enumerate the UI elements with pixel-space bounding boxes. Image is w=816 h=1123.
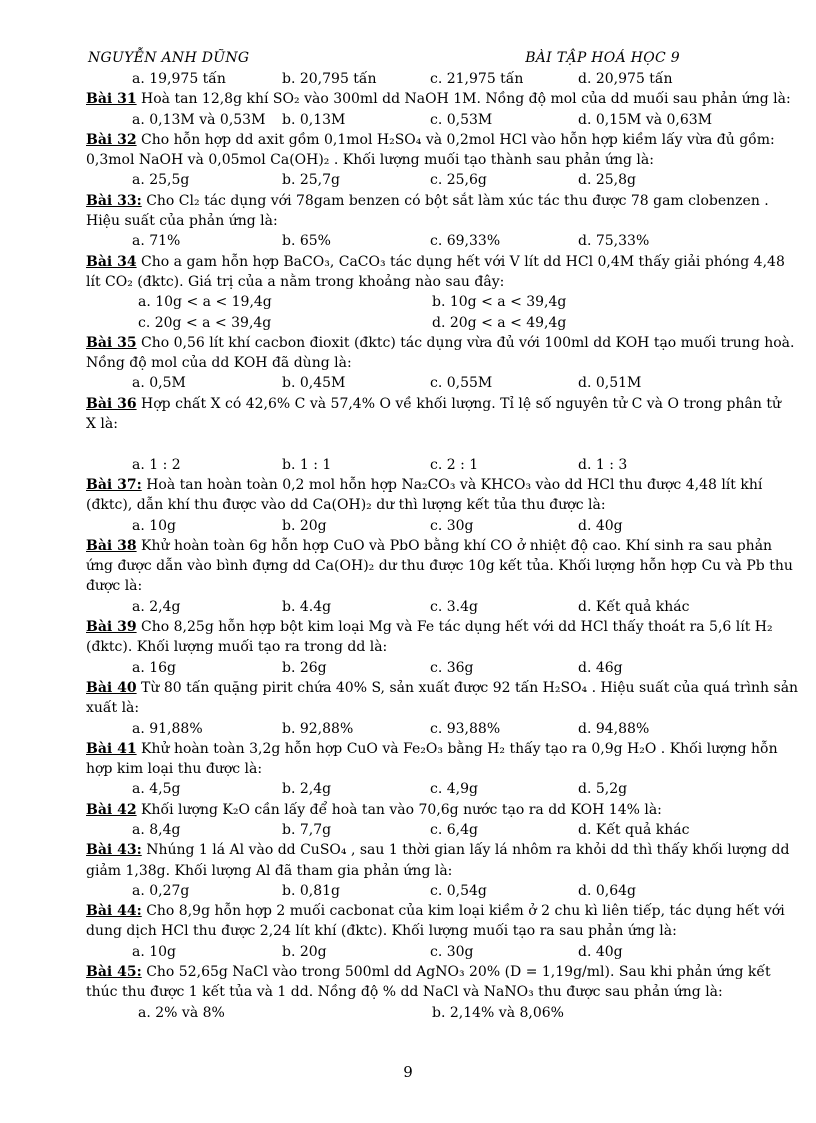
answer-options (86, 170, 778, 190)
answer-option: b. 1 : 1 (282, 456, 332, 473)
answer-option: a. 4,5g (132, 781, 181, 798)
answer-option: a. 10g < a < 19,4g (138, 294, 272, 311)
answer-option: c. 30g (430, 517, 474, 534)
question-label: Bài 36 (86, 395, 137, 412)
answer-option: b. 25,7g (282, 172, 340, 189)
question-line: Cho 8,25g hỗn hợp bột kim loại Mg và Fe tác dụng hết với dd HCl thấy thoát ra 5,6 lít H₂ (141, 619, 773, 636)
answer-option: c. 25,6g (430, 172, 487, 189)
question-label: Bài 32 (86, 131, 137, 148)
answer-option: c. 21,975 tấn (430, 71, 524, 87)
answer-options (86, 110, 778, 130)
question-text (86, 475, 778, 495)
question-text-continuation (86, 921, 778, 941)
question-line: Hoà tan hoàn toàn 0,2 mol hỗn hợp Na₂CO₃ và KHCO₃ vào dd HCl thu được 4,48 lít khí (146, 476, 763, 493)
answer-options (86, 820, 778, 840)
question-label: Bài 38 (86, 537, 137, 554)
answer-option: d. 20g < a < 49,4g (432, 314, 567, 331)
question-line: lít CO₂ (đktc). Giá trị của a nằm trong khoảng nào sau đây: (86, 273, 505, 290)
answer-option: b. 4.4g (282, 598, 332, 615)
answer-option: d. 40g (578, 943, 623, 960)
question-text (86, 130, 778, 150)
question-line: ứng được dẫn vào bình đựng dd Ca(OH)₂ dư thu được 10g kết tủa. Khối lượng hỗn hợp Cu và Pb thu (86, 558, 793, 575)
question-line: (đktc). Khối lượng muối tạo ra trong dd là: (86, 639, 388, 656)
answer-options (86, 881, 778, 901)
question-line: Cho 0,56 lít khí cacbon đioxit (đktc) tác dụng vừa đủ với 100ml dd KOH tạo muối trung hoà. (141, 334, 795, 351)
answer-option: b. 20g (282, 943, 327, 960)
question-text (86, 840, 790, 860)
answer-option: a. 0,5M (132, 375, 186, 392)
question-text-continuation (86, 150, 778, 170)
question-line: giảm 1,38g. Khối lượng Al đã tham gia phản ứng là: (86, 862, 453, 879)
question-text (86, 617, 778, 637)
answer-option: a. 25,5g (132, 172, 190, 189)
page-number: 9 (403, 1063, 413, 1081)
answer-option: a. 2,4g (132, 598, 181, 615)
question-label: Bài 42 (86, 801, 137, 818)
answer-option: b. 20,795 tấn (282, 71, 377, 87)
question-line: Nhúng 1 lá Al vào dd CuSO₄ , sau 1 thời gian lấy lá nhôm ra khỏi dd thì thấy khối lượng dd (146, 842, 790, 859)
question-line: 0,3mol NaOH và 0,05mol Ca(OH)₂ . Khối lượng muối tạo thành sau phản ứng là: (86, 152, 654, 169)
answer-option: c. 69,33% (430, 233, 501, 250)
answer-option: c. 20g < a < 39,4g (138, 314, 272, 331)
question-text (86, 89, 791, 109)
answer-option: a. 0,27g (132, 882, 190, 899)
question-text (86, 252, 785, 272)
answer-option: a. 10g (132, 943, 177, 960)
question-text (86, 333, 795, 353)
answer-options (86, 292, 778, 312)
question-line: Khử hoàn toàn 6g hỗn hợp CuO và PbO bằng khí CO ở nhiệt độ cao. Khí sinh ra sau phản (141, 537, 773, 554)
answer-option: b. 20g (282, 517, 327, 534)
answer-option: d. 40g (578, 517, 623, 534)
question-line: hợp kim loại thu được là: (86, 761, 263, 778)
answer-option: c. 0,55M (430, 375, 493, 392)
answer-option: c. 3.4g (430, 598, 478, 615)
answer-option: d. 1 : 3 (578, 456, 628, 473)
question-line: Hiệu suất của phản ứng là: (86, 213, 278, 230)
answer-options (86, 231, 778, 251)
answer-option: c. 0,54g (430, 882, 487, 899)
answer-option: c. 4,9g (430, 781, 478, 798)
question-text (86, 739, 778, 759)
question-text-continuation (86, 353, 778, 373)
answer-option: a. 71% (132, 233, 181, 250)
question-text (86, 536, 778, 556)
question-list (86, 69, 799, 1023)
question-text-continuation (86, 698, 778, 718)
answer-option: d. 20,975 tấn (578, 71, 673, 87)
question-text (86, 901, 785, 921)
question-text-continuation (86, 414, 778, 434)
question-label: Bài 41 (86, 740, 137, 757)
answer-option: d. Kết quả khác (578, 821, 690, 838)
question-text (86, 191, 778, 211)
answer-options (86, 455, 778, 475)
question-label: Bài 44: (86, 903, 142, 920)
question-label: Bài 33: (86, 192, 142, 209)
question-text-continuation (86, 272, 778, 292)
answer-option: b. 65% (282, 233, 331, 250)
question-text-continuation (86, 759, 778, 779)
answer-option: d. 0,15M và 0,63M (578, 111, 713, 128)
answer-option: a. 1 : 2 (132, 456, 181, 473)
answer-option: b. 26g (282, 659, 327, 676)
question-line: thúc thu được 1 kết tủa và 1 dd. Nồng độ % dd NaCl và NaNO₃ thu được sau phản ứng là: (86, 984, 723, 1001)
answer-option: a. 10g (132, 517, 177, 534)
question-line: xuất là: (86, 700, 140, 717)
question-text-continuation (86, 495, 778, 515)
answer-option: b. 0,81g (282, 882, 340, 899)
answer-option: d. 5,2g (578, 781, 628, 798)
answer-option: d. 75,33% (578, 233, 650, 250)
answer-option: a. 8,4g (132, 821, 181, 838)
answer-option: c. 2 : 1 (430, 456, 479, 473)
question-text-continuation (86, 637, 778, 657)
answer-option: b. 2,4g (282, 781, 332, 798)
question-line: Cho hỗn hợp dd axit gồm 0,1mol H₂SO₄ và 0,2mol HCl vào hỗn hợp kiềm lấy vừa đủ gồm: (141, 131, 775, 148)
question-text (86, 800, 778, 820)
question-line: (đktc), dẫn khí thu được vào dd Ca(OH)₂ dư thì lượng kết tủa thu được là: (86, 497, 606, 514)
answer-option: b. 10g < a < 39,4g (432, 294, 567, 311)
answer-options (86, 69, 778, 89)
answer-option: d. 0,64g (578, 882, 636, 899)
answer-option: c. 93,88% (430, 720, 501, 737)
page-header (88, 50, 720, 66)
answer-option: c. 36g (430, 659, 474, 676)
answer-option: a. 91,88% (132, 720, 203, 737)
answer-option: b. 0,45M (282, 375, 346, 392)
question-line: được là: (86, 578, 143, 595)
question-label: Bài 34 (86, 253, 137, 270)
question-text-continuation (86, 982, 778, 1002)
answer-option: d. 25,8g (578, 172, 636, 189)
answer-option: d. 46g (578, 659, 623, 676)
answer-option: d. Kết quả khác (578, 598, 690, 615)
answer-option: a. 16g (132, 659, 177, 676)
answer-options (86, 779, 778, 799)
answer-option: a. 19,975 tấn (132, 71, 226, 87)
answer-options (86, 719, 778, 739)
answer-option: d. 94,88% (578, 720, 650, 737)
answer-options (86, 1003, 778, 1023)
question-label: Bài 35 (86, 334, 137, 351)
question-line: Khử hoàn toàn 3,2g hỗn hợp CuO và Fe₂O₃ bằng H₂ thấy tạo ra 0,9g H₂O . Khối lượng hỗn (141, 740, 778, 757)
question-label: Bài 45: (86, 964, 142, 981)
question-label: Bài 43: (86, 842, 142, 859)
author-name: NGUYỄN ANH DŨNG (88, 50, 250, 66)
answer-option: c. 30g (430, 943, 474, 960)
question-line: Cho 52,65g NaCl vào trong 500ml dd AgNO₃ 20% (D = 1,19g/ml). Sau khi phản ứng kết (146, 964, 771, 981)
question-text (86, 678, 799, 698)
question-line: Hợp chất X có 42,6% C và 57,4% O về khối lượng. Tỉ lệ số nguyên tử C và O trong phân tử (141, 395, 781, 412)
question-text (86, 394, 781, 414)
answer-option: a. 2% và 8% (138, 1004, 225, 1021)
document-title: BÀI TẬP HOÁ HỌC 9 (525, 50, 680, 66)
question-text-continuation (86, 211, 778, 231)
question-line: Cho 8,9g hỗn hợp 2 muối cacbonat của kim loại kiềm ở 2 chu kì liên tiếp, tác dụng hết với (146, 903, 785, 920)
question-line: Từ 80 tấn quặng pirit chứa 40% S, sản xuất được 92 tấn H₂SO₄ . Hiệu suất của quá trình sản (141, 679, 799, 696)
answer-option: d. 0,51M (578, 375, 642, 392)
question-text (86, 962, 778, 982)
question-line: X là: (86, 416, 118, 433)
answer-option: a. 0,13M và 0,53M (132, 111, 266, 128)
question-text-continuation (86, 556, 793, 576)
answer-option: b. 0,13M (282, 111, 346, 128)
question-label: Bài 37: (86, 476, 142, 493)
answer-options (86, 658, 778, 678)
question-text-continuation (86, 434, 778, 454)
answer-options (86, 516, 778, 536)
answer-options (86, 942, 778, 962)
answer-option: b. 92,88% (282, 720, 354, 737)
question-text-continuation (86, 576, 778, 596)
answer-option: c. 6,4g (430, 821, 478, 838)
answer-options (86, 313, 778, 333)
answer-options (86, 373, 778, 393)
question-line: Cho Cl₂ tác dụng với 78gam benzen có bột sắt làm xúc tác thu được 78 gam clobenzen . (146, 192, 769, 209)
answer-options (86, 597, 778, 617)
question-label: Bài 31 (86, 91, 137, 108)
answer-option: c. 0,53M (430, 111, 493, 128)
question-label: Bài 39 (86, 619, 137, 636)
question-line: Cho a gam hỗn hợp BaCO₃, CaCO₃ tác dụng hết với V lít dd HCl 0,4M thấy giải phóng 4,48 (141, 253, 785, 270)
answer-option: b. 2,14% và 8,06% (432, 1004, 564, 1021)
question-line: dung dịch HCl thu được 2,24 lít khí (đktc). Khối lượng muối tạo ra sau phản ứng là: (86, 923, 677, 940)
question-line: Khối lượng K₂O cần lấy để hoà tan vào 70,6g nước tạo ra dd KOH 14% là: (141, 801, 662, 818)
question-line: Nồng độ mol của dd KOH đã dùng là: (86, 355, 352, 372)
question-label: Bài 40 (86, 679, 137, 696)
question-text-continuation (86, 861, 778, 881)
question-line: Hoà tan 12,8g khí SO₂ vào 300ml dd NaOH 1M. Nồng độ mol của dd muối sau phản ứng là: (141, 91, 791, 108)
answer-option: b. 7,7g (282, 821, 332, 838)
